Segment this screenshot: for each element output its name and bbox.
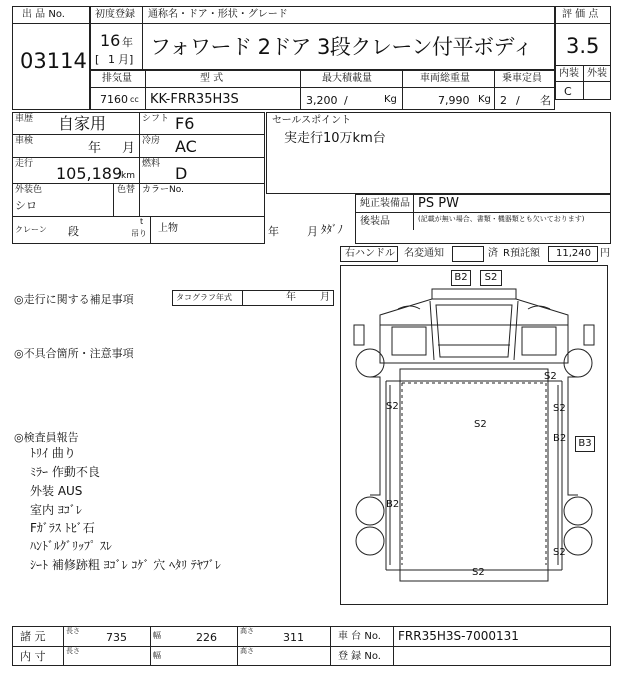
chassis-label: 車 台 No. [338, 631, 381, 642]
sales-point-value: 実走行10万km台 [284, 131, 386, 146]
gvw-unit: Kg [478, 94, 491, 105]
inspector-line: ｼｰﾄ 補修跡粗 ﾖｺﾞﾚ ｺｹﾞ 穴 ﾍﾀﾘ ﾃﾔﾌﾞﾚ [30, 558, 221, 572]
registration-month: 1 [108, 53, 115, 66]
crane-ton-unit: t [140, 217, 144, 226]
ac-value: AC [175, 137, 197, 156]
name-label: 通称名・ドア・形状・グレード [148, 9, 288, 20]
lot-number: 03114 [20, 49, 87, 73]
damage-code: S2 [474, 419, 487, 430]
truck-outline [340, 265, 608, 605]
lift-note: ﾀﾀﾞﾉ [321, 223, 343, 236]
registration-no-label: 登 録 No. [338, 651, 381, 662]
history-value: 自家用 [58, 114, 107, 133]
interior-length-label: 長さ [66, 647, 80, 655]
sales-point-label: セールスポイント [272, 115, 352, 126]
score-value: 3.5 [566, 34, 600, 58]
damage-code: B2 [386, 499, 400, 510]
chassis-value: FRR35H3S-7000131 [398, 629, 519, 643]
mileage-label: 走行 [15, 159, 34, 169]
damage-code: B2 [451, 270, 471, 286]
max-load-sep: / [344, 94, 348, 107]
width-value: 226 [196, 631, 217, 644]
registration-month-open: [ [95, 53, 100, 66]
max-load-value: 3,200 [306, 94, 338, 107]
displacement-label: 排気量 [102, 73, 132, 84]
right-hand-drive-label: 右ハンドル [345, 248, 395, 259]
capacity-value: 2 [500, 94, 507, 107]
mileage-unit: km [121, 171, 135, 181]
model-code: KK-FRR35H3S [150, 92, 239, 107]
exterior-label: 外装 [587, 68, 607, 79]
model-label: 型 式 [200, 73, 224, 84]
ext-color-label: 外装色 [15, 185, 43, 195]
aftermarket-note: (記載が無い場合、書類・機器類とも欠いております) [418, 215, 585, 223]
inspector-line: ﾐﾗｰ 作動不良 [30, 465, 100, 479]
shift-label: シフト [142, 114, 170, 124]
model-name: フォワード 2ドア 3段クレーン付平ボディ [150, 35, 533, 59]
mileage-value: 105,189 [56, 164, 123, 183]
recycle-fee-label: R預託額 [503, 248, 540, 259]
ac-label: 冷房 [142, 136, 161, 146]
damage-code: S2 [472, 567, 485, 578]
damage-code: S2 [386, 401, 399, 412]
damage-code: S2 [480, 270, 502, 286]
fuel-label: 燃料 [142, 159, 161, 169]
registration-month-unit: 月] [118, 53, 134, 66]
capacity-unit: 名 [540, 94, 551, 107]
damage-code: S2 [553, 547, 566, 558]
inspection-month-unit: 月 [122, 141, 136, 156]
inspector-label: ◎検査員報告 [14, 431, 79, 444]
width-label: 幅 [153, 631, 161, 640]
tachograph-month-unit: 月 [320, 292, 330, 303]
capacity-sep: / [516, 94, 520, 107]
lift-month-unit: 月 [307, 225, 318, 238]
recycle-done: 済 [488, 248, 498, 259]
aftermarket-label: 後装品 [360, 216, 390, 227]
interior-dims-label: 内 寸 [20, 650, 46, 663]
equipment-value: PS PW [418, 196, 459, 211]
inspector-line: Fｶﾞﾗｽ ﾄﾋﾞ石 [30, 521, 95, 535]
history-label: 車歴 [15, 114, 34, 124]
crane-stage-unit: 段 [68, 225, 79, 238]
fuel-value: D [175, 164, 188, 183]
ext-color-value: シロ [15, 199, 37, 212]
dims-label: 諸 元 [20, 630, 46, 643]
capacity-label: 乗車定員 [502, 73, 542, 84]
tachograph-year-unit: 年 [286, 292, 296, 303]
inspector-line: ﾊﾝﾄﾞﾙｸﾞﾘｯﾌﾟ ｽﾚ [30, 539, 112, 553]
inspection-year-unit: 年 [88, 141, 102, 156]
crane-hoist-label: 吊り [131, 229, 147, 238]
damage-code: B3 [575, 436, 595, 452]
damage-code: S2 [553, 403, 566, 414]
damage-code: S2 [544, 371, 557, 382]
name-change-label: 名変通知 [404, 248, 444, 259]
equipment-label: 純正装備品 [360, 198, 410, 209]
color-change-label: 色替 [117, 185, 136, 195]
gvw-label: 車両総重量 [420, 73, 470, 84]
lift-year-unit: 年 [268, 225, 279, 238]
score-label: 評 価 点 [562, 9, 599, 20]
first-registration-label: 初度登録 [95, 9, 135, 20]
registration-year-unit: 年 [122, 36, 133, 49]
defects-label: ◎不具合箇所・注意事項 [14, 347, 134, 360]
length-value: 735 [106, 631, 127, 644]
displacement-value: 7160 [100, 93, 128, 106]
damage-code: B2 [553, 433, 567, 444]
shift-value: F6 [175, 114, 195, 133]
interior-grade: C [564, 85, 572, 98]
inspection-label: 車検 [15, 136, 34, 146]
interior-width-label: 幅 [153, 651, 161, 660]
length-label: 長さ [66, 627, 80, 635]
inspector-line: 室内 ﾖｺﾞﾚ [30, 503, 82, 517]
recycle-fee-value: 11,240 [556, 248, 591, 259]
color-no-label: カラーNo. [142, 185, 184, 195]
recycle-fee-unit: 円 [600, 248, 610, 259]
displacement-unit: cc [130, 95, 139, 104]
notice-box [452, 246, 484, 262]
inspector-line: 外装 AUS [30, 484, 83, 498]
crane-label: クレーン [15, 225, 47, 234]
height-label: 高さ [240, 627, 254, 635]
interior-height-label: 高さ [240, 647, 254, 655]
gvw-value: 7,990 [438, 94, 470, 107]
driving-notes-label: ◎走行に関する補足事項 [14, 293, 134, 306]
max-load-label: 最大積載量 [322, 73, 372, 84]
max-load-unit: Kg [384, 94, 397, 105]
interior-label: 内装 [559, 68, 579, 79]
registration-year: 16 [100, 31, 121, 50]
lift-label: 上物 [158, 223, 178, 234]
tachograph-label: タコグラフ年式 [176, 293, 232, 302]
lot-number-label: 出 品 No. [22, 9, 65, 20]
inspector-line: ﾄﾘｲ 曲り [30, 446, 76, 460]
height-value: 311 [283, 631, 304, 644]
